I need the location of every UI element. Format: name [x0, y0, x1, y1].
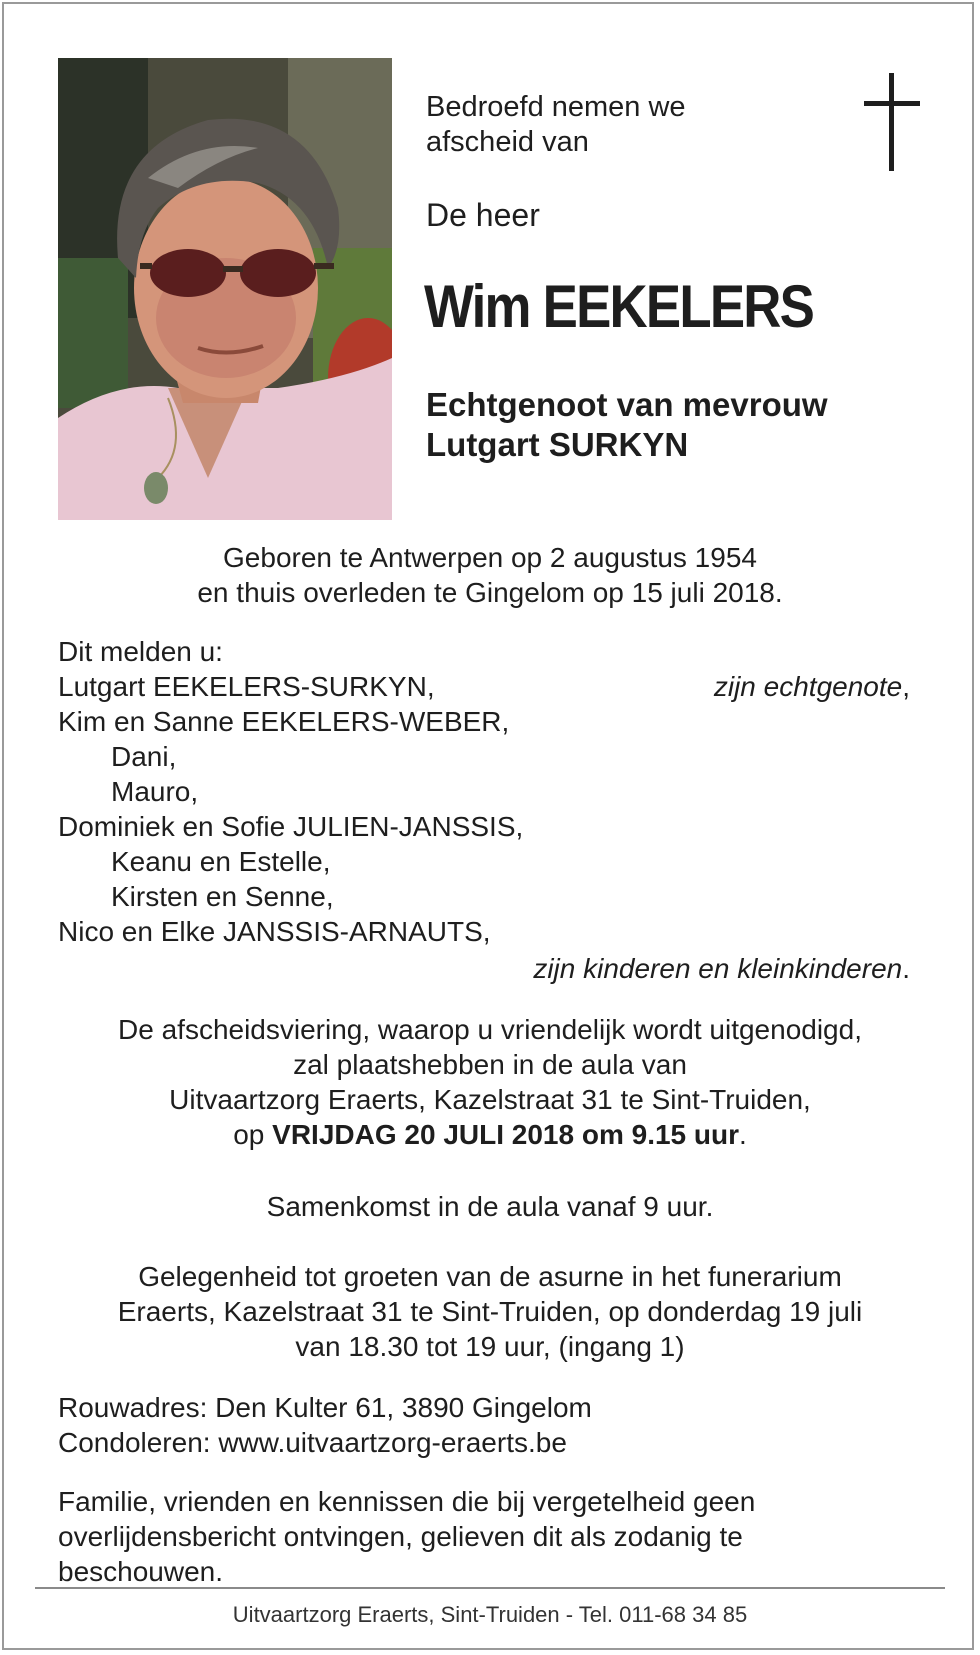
greeting-line: Eraerts, Kazelstraat 31 te Sint-Truiden, op donderdag 19 juli — [117, 1296, 863, 1327]
children-role-text: zijn kinderen en kleinkinderen — [533, 953, 903, 984]
spouse-role-punct: , — [902, 671, 910, 702]
birth-death-info — [0, 540, 980, 610]
family-member: Dominiek en Sofie JULIEN-JANSSIS, — [58, 811, 524, 842]
condolences-link[interactable]: Condoleren: www.uitvaartzorg-eraerts.be — [58, 1427, 567, 1458]
intro-line: Bedroefd nemen we — [426, 91, 686, 123]
children-role-punct: . — [902, 953, 910, 984]
family-member: Kim en Sanne EEKELERS-WEBER, — [58, 706, 510, 737]
family-member: Lutgart EEKELERS-SURKYN, — [58, 671, 435, 702]
portrait-photo — [58, 58, 392, 520]
latin-cross-icon — [864, 73, 920, 171]
family-member: Dani, — [111, 741, 177, 772]
service-date-prefix: op — [233, 1119, 273, 1150]
family-member: Mauro, — [111, 776, 199, 807]
spouse-line: Lutgart SURKYN — [426, 426, 689, 463]
footer-text: Uitvaartzorg Eraerts, Sint-Truiden - Tel. 011-68 34 85 — [232, 1602, 748, 1627]
title-prefix: De heer — [426, 197, 540, 233]
gathering-info: Samenkomst in de aula vanaf 9 uur. — [266, 1191, 714, 1222]
intro-line: afscheid van — [426, 126, 589, 158]
notice-line: overlijdensbericht ontvingen, gelieven dit als zodanig te — [58, 1521, 743, 1552]
mourning-address: Rouwadres: Den Kulter 61, 3890 Gingelom — [58, 1392, 592, 1423]
service-line: zal plaatshebben in de aula van — [293, 1049, 687, 1080]
spouse-role-text: zijn echtgenote — [713, 671, 903, 702]
greeting-line: Gelegenheid tot groeten van de asurne in het funerarium — [138, 1261, 842, 1292]
family-member: Nico en Elke JANSSIS-ARNAUTS, — [58, 916, 491, 947]
service-date-line — [0, 1117, 980, 1152]
announced-by-label: Dit melden u: — [58, 636, 223, 667]
children-role — [533, 951, 910, 986]
born-line: en thuis overleden te Gingelom op 15 juli 2018. — [197, 577, 783, 608]
service-line: Uitvaartzorg Eraerts, Kazelstraat 31 te Sint-Truiden, — [169, 1084, 811, 1115]
spouse-line: Echtgenoot van mevrouw — [426, 386, 828, 423]
notice-line: Familie, vrienden en kennissen die bij vergetelheid geen — [58, 1486, 756, 1517]
service-date: VRIJDAG 20 JULI 2018 om 9.15 uur — [272, 1119, 739, 1150]
greeting-line: van 18.30 tot 19 uur, (ingang 1) — [295, 1331, 685, 1362]
spouse-info — [426, 385, 828, 465]
greeting-info — [0, 1259, 980, 1364]
spouse-role — [714, 669, 910, 704]
family-member: Kirsten en Senne, — [111, 881, 334, 912]
service-date-suffix: . — [739, 1119, 747, 1150]
born-line: Geboren te Antwerpen op 2 augustus 1954 — [223, 542, 757, 573]
footer-divider — [35, 1587, 945, 1589]
service-info — [0, 1012, 980, 1152]
notice-line: beschouwen. — [58, 1556, 224, 1587]
family-member: Keanu en Estelle, — [111, 846, 331, 877]
notice-text — [58, 1484, 755, 1589]
intro-text — [426, 90, 686, 160]
service-line: De afscheidsviering, waarop u vriendelijk wordt uitgenodigd, — [118, 1014, 862, 1045]
deceased-name: Wim EEKELERS — [424, 273, 814, 340]
